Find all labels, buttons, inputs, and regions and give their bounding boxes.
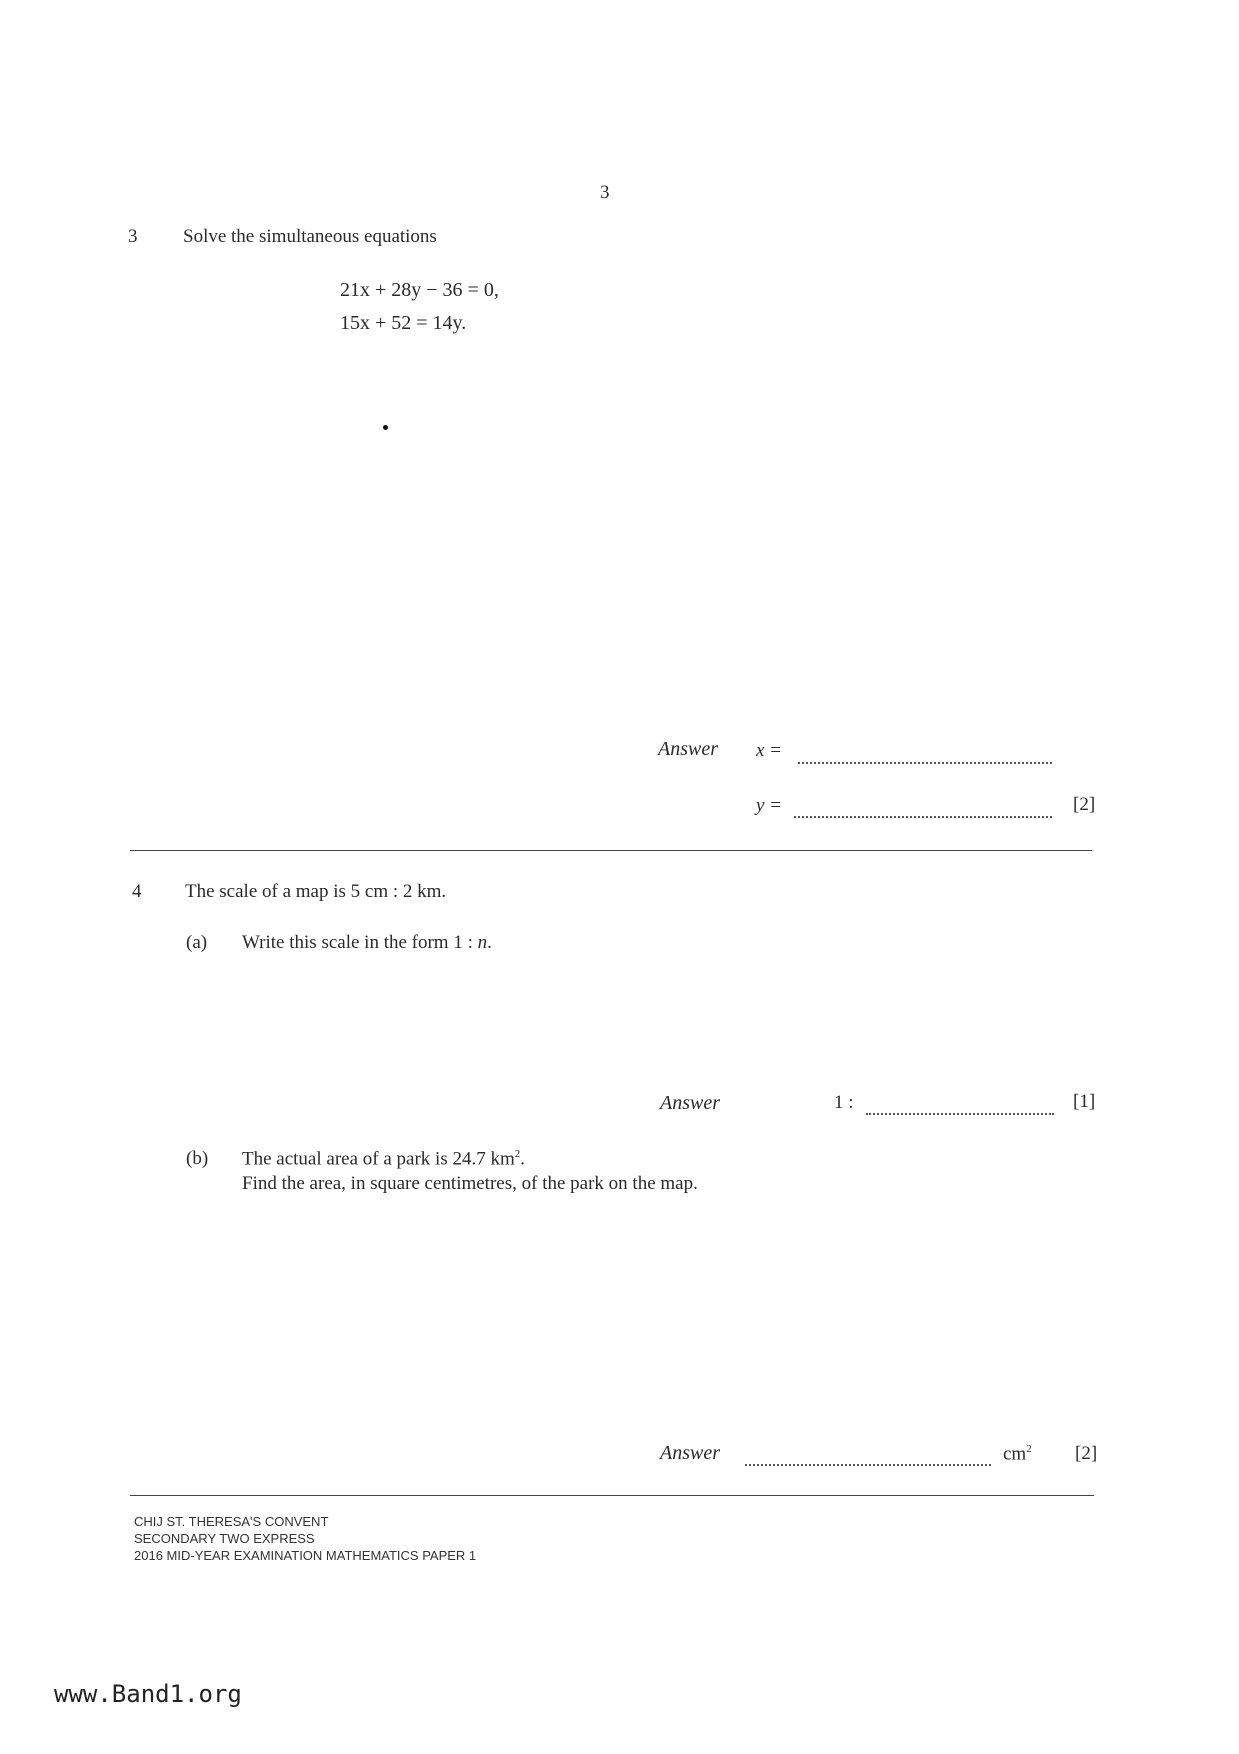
footer-school: CHIJ ST. THERESA'S CONVENT	[134, 1514, 329, 1529]
footer-exam: 2016 MID-YEAR EXAMINATION MATHEMATICS PAPER 1	[134, 1548, 477, 1563]
footer-divider	[130, 1495, 1094, 1496]
q4a-marks: [1]	[1073, 1091, 1096, 1112]
watermark: www.Band1.org	[54, 1680, 242, 1708]
question-4-number: 4	[132, 881, 142, 902]
equation-1: 21x + 28y − 36 = 0,	[340, 279, 499, 301]
q4b-text-line1: The actual area of a park is 24.7 $km^2$.	[242, 1148, 525, 1170]
q4a-label: (a)	[186, 932, 208, 953]
q4b-unit: $cm^2$	[1003, 1443, 1032, 1465]
q4b-answer-label: Answer	[660, 1442, 720, 1464]
scan-speck	[383, 425, 388, 430]
section-divider	[130, 850, 1092, 851]
q4a-answer-line[interactable]	[866, 1099, 1054, 1115]
q3-marks: [2]	[1073, 794, 1096, 815]
question-3-number: 3	[128, 226, 138, 247]
question-3-prompt: Solve the simultaneous equations	[183, 226, 437, 247]
q4a-answer-label: Answer	[660, 1092, 720, 1114]
exam-footer	[134, 1513, 476, 1564]
q4b-marks: [2]	[1075, 1443, 1098, 1464]
q4b-label: (b)	[186, 1148, 209, 1169]
page-number: 3	[600, 182, 610, 203]
footer-level: SECONDARY TWO EXPRESS	[134, 1531, 315, 1546]
q3-x-answer-line[interactable]	[798, 748, 1052, 764]
q3-answer-label: Answer	[658, 738, 718, 760]
q4b-answer-line[interactable]	[745, 1450, 991, 1466]
q4a-text: Write this scale in the form 1 : n.	[242, 932, 492, 953]
equation-2: 15x + 52 = 14y.	[340, 312, 467, 334]
q4b-text-line2: Find the area, in square centimetres, of the park on the map.	[242, 1173, 698, 1194]
question-4-prompt: The scale of a map is 5 cm : 2 km.	[185, 881, 447, 902]
q3-y-answer-line[interactable]	[794, 802, 1052, 818]
q4a-ratio-prefix: 1 :	[834, 1092, 854, 1113]
q3-x-label: x =	[756, 740, 783, 761]
q3-y-label: y =	[756, 795, 783, 816]
